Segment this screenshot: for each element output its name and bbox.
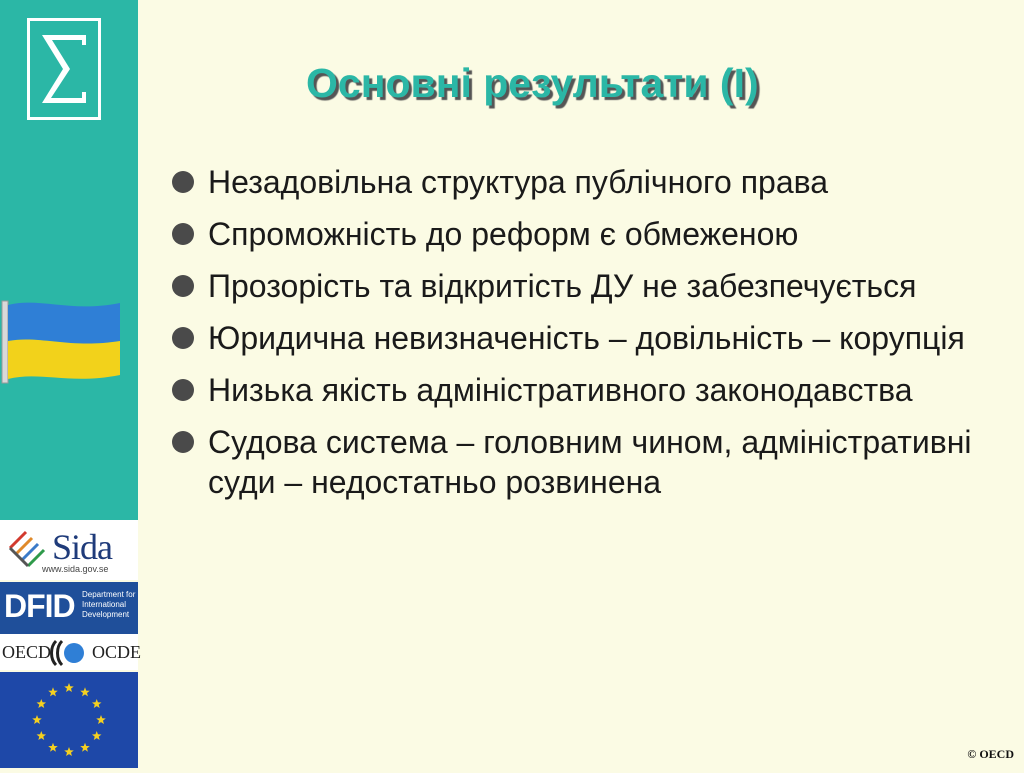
bullet-item — [170, 370, 1010, 410]
eu-star-icon — [48, 743, 58, 752]
eu-star-icon — [64, 747, 74, 756]
eu-star-icon — [48, 687, 58, 696]
ocde-label: OCDE — [92, 642, 141, 662]
bullet-dot-icon — [172, 379, 194, 401]
oecd-logo — [0, 634, 141, 670]
eu-stars-icon — [0, 672, 138, 768]
sida-diamond-icon — [6, 528, 48, 568]
dfid-name: DFID — [4, 588, 75, 624]
bullet-list — [170, 162, 1010, 514]
bullet-item — [170, 162, 1010, 202]
sigma-logo — [27, 18, 101, 120]
bullet-text: Судова система – головним чином, адміністративні суди – недостатньо розвинена — [208, 424, 972, 500]
eu-star-icon — [64, 683, 74, 692]
bullet-text: Прозорість та відкритість ДУ не забезпечується — [208, 268, 917, 304]
eu-star-icon — [92, 699, 102, 708]
copyright: © OECD — [967, 747, 1014, 761]
partner-logos — [0, 520, 141, 768]
oecd-label: OECD — [2, 642, 51, 662]
eu-star-icon — [96, 715, 106, 724]
eu-star-icon — [80, 743, 90, 752]
eu-logo — [0, 672, 138, 768]
oecd-mark-icon — [50, 639, 86, 667]
bullet-item — [170, 318, 1010, 358]
bullet-text: Незадовільна структура публічного права — [208, 164, 829, 200]
eu-star-icon — [37, 699, 47, 708]
bullet-dot-icon — [172, 431, 194, 453]
bullet-text: Юридична невизначеність – довільність – корупція — [208, 320, 965, 356]
bullet-dot-icon — [172, 275, 194, 297]
bullet-item — [170, 214, 1010, 254]
bullet-item — [170, 266, 1010, 306]
bullet-dot-icon — [172, 327, 194, 349]
sida-name: Sida — [52, 527, 113, 567]
bullet-item — [170, 422, 1010, 502]
bullet-text: Спроможність до реформ є обмеженою — [208, 216, 799, 252]
eu-star-icon — [80, 687, 90, 696]
dfid-subtitle: Department for International Development — [82, 590, 136, 619]
sidebar — [0, 0, 138, 520]
eu-star-icon — [92, 731, 102, 740]
slide-title: Основні результати (I) — [306, 60, 759, 106]
bullet-dot-icon — [172, 171, 194, 193]
eu-star-icon — [37, 731, 47, 740]
sigma-icon — [36, 29, 92, 109]
sida-logo — [0, 520, 138, 580]
ukraine-flag-icon — [0, 295, 124, 385]
sida-url: www.sida.gov.se — [42, 564, 109, 574]
bullet-dot-icon — [172, 223, 194, 245]
bullet-text: Низька якість адміністративного законодавства — [208, 372, 913, 408]
dfid-logo — [0, 582, 138, 634]
eu-star-icon — [32, 715, 42, 724]
